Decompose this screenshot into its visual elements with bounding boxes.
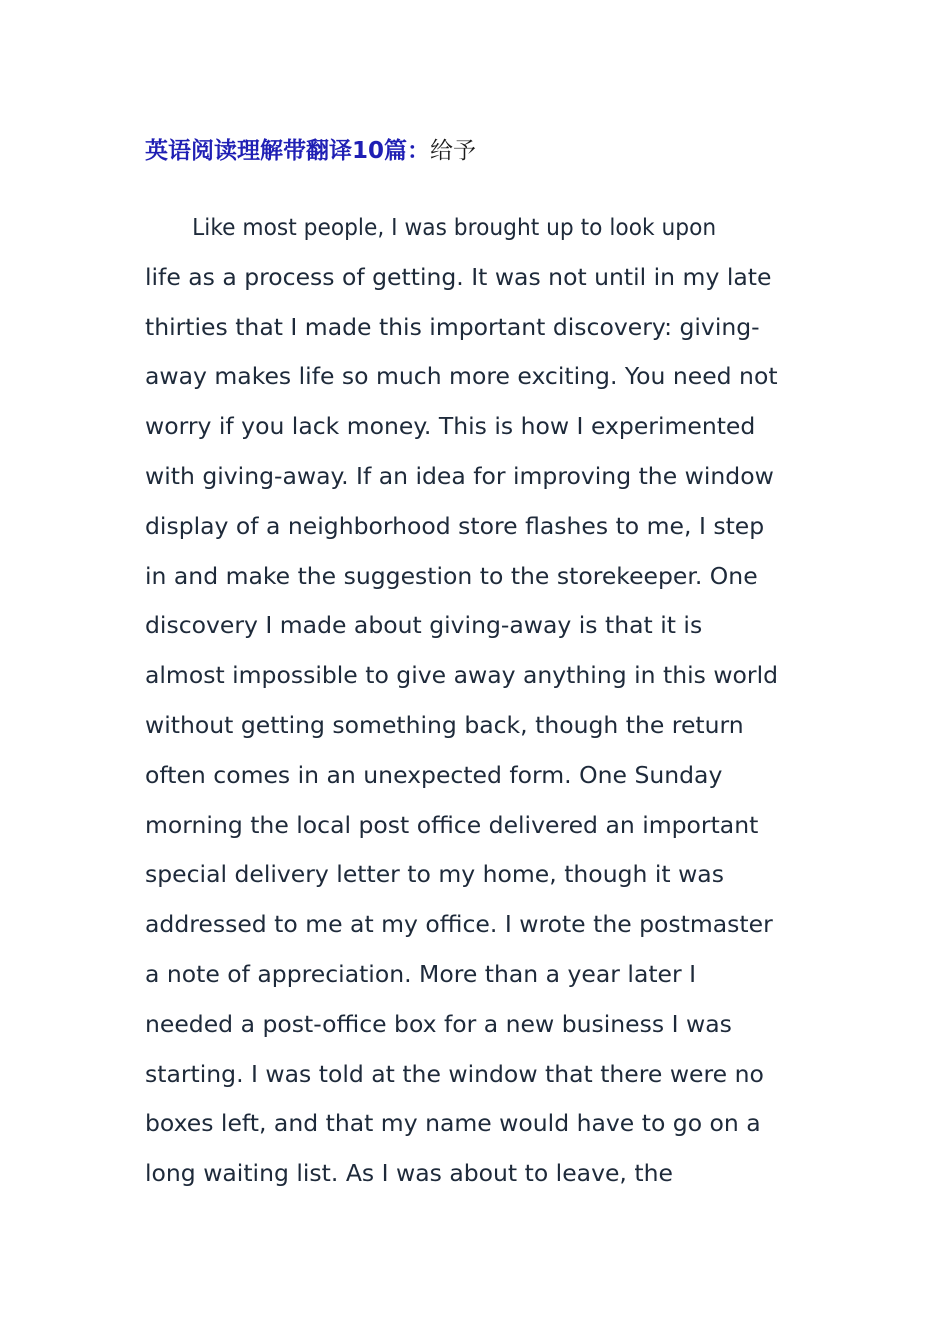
text-line: starting. I was told at the window that there were no: [145, 1059, 764, 1088]
text-line: discovery I made about giving-away is that it is: [145, 611, 703, 640]
heading-title: 英语阅读理解带翻译10篇：: [145, 138, 431, 164]
text-line: often comes in an unexpected form. One Sunday: [145, 760, 723, 789]
text-line: morning the local post office delivered an important: [145, 810, 759, 839]
text-line: long waiting list. As I was about to leave, the: [145, 1159, 673, 1188]
text-line: Like most people, I was brought up to look upon: [192, 213, 717, 241]
text-line: display of a neighborhood store flashes to me, I step: [145, 511, 765, 540]
text-line: worry if you lack money. This is how I experimented: [145, 412, 756, 441]
text-line: with giving-away. If an idea for improving the window: [145, 461, 774, 490]
text-line: without getting something back, though the return: [145, 710, 744, 739]
document-heading: [145, 134, 805, 168]
text-line: thirties that I made this important discovery: giving-: [145, 312, 760, 341]
text-line: life as a process of getting. It was not until in my late: [145, 262, 772, 291]
text-line: needed a post-office box for a new business I was: [145, 1009, 732, 1038]
text-line: boxes left, and that my name would have to go on a: [145, 1109, 761, 1138]
heading-subtitle: 给予: [430, 138, 477, 164]
text-line: in and make the suggestion to the storekeeper. One: [145, 561, 758, 590]
text-line: addressed to me at my office. I wrote the postmaster: [145, 910, 773, 939]
body-paragraph: [145, 203, 825, 1199]
text-line: almost impossible to give away anything in this world: [145, 661, 779, 690]
text-line: away makes life so much more exciting. You need not: [145, 362, 778, 391]
text-line: special delivery letter to my home, though it was: [145, 860, 724, 889]
text-line: a note of appreciation. More than a year later I: [145, 959, 697, 988]
